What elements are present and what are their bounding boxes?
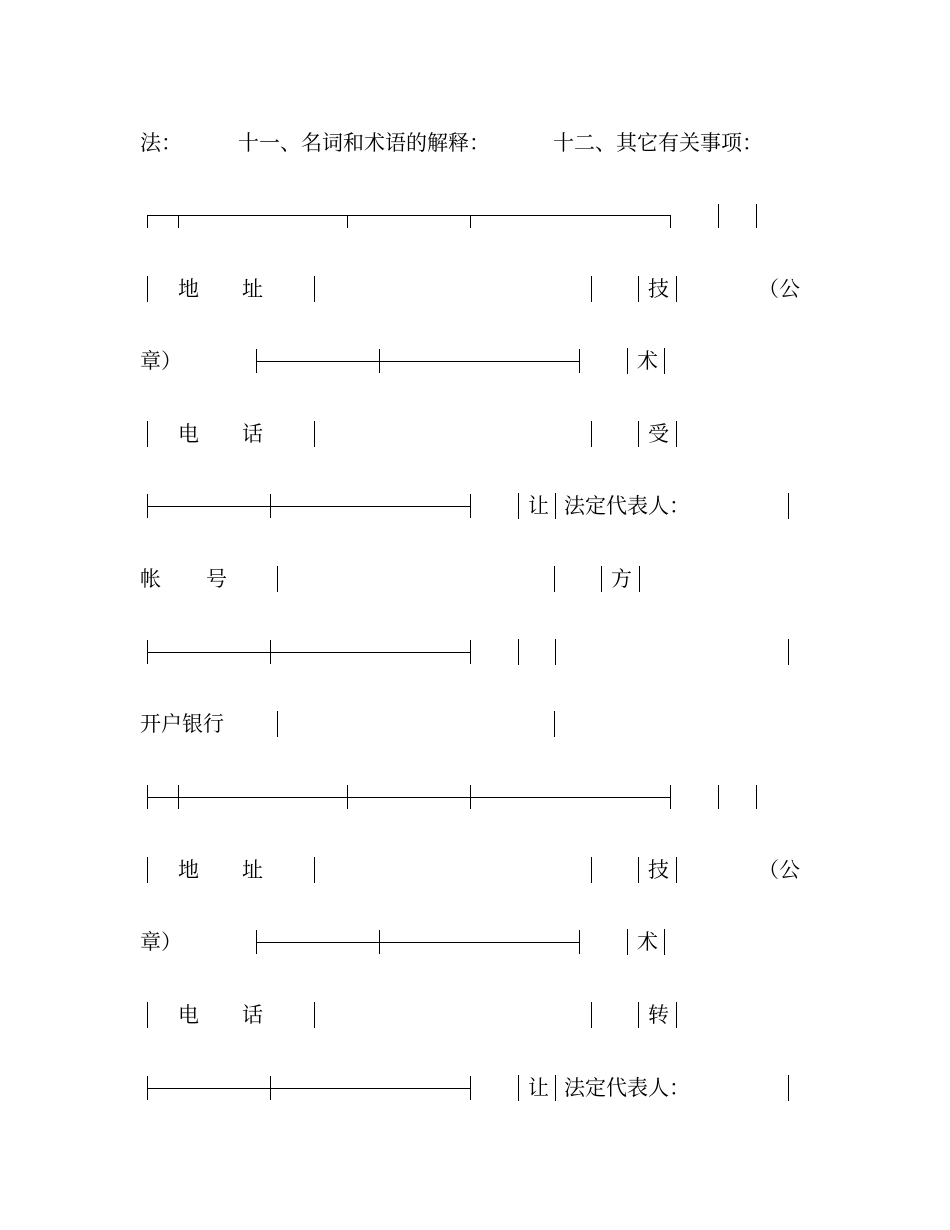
side-label-char: 受 [648,422,669,446]
table-tick [178,785,179,809]
table-tick [670,785,671,809]
side-label-char: 技 [648,277,669,301]
side-label-char: 术 [637,930,658,954]
table-border [277,566,278,592]
table-border [638,276,639,302]
side-label-char: 技 [648,858,669,882]
table-tick [270,1076,271,1100]
table-border [788,1075,789,1101]
table-border [601,566,602,592]
seal-note: 章） [140,349,182,373]
table-border [555,1075,556,1101]
table-border [676,276,677,302]
table-border [147,421,148,447]
table-tick [347,785,348,809]
table-tick [256,930,257,954]
phone-label-char: 话 [242,1003,263,1027]
legal-representative-label: 法定代表人： [564,494,690,518]
table-border [788,493,789,519]
table-border [555,493,556,519]
side-label-char: 让 [528,1076,549,1100]
table-tick [379,349,380,373]
table-row-line [147,1088,471,1089]
table-border [591,276,592,302]
address-label-char: 址 [242,858,263,882]
table-border [676,857,677,883]
table-row-line [256,942,580,943]
clause-12-title: 十二、其它有关事项： [553,131,763,155]
table-border [554,711,555,737]
table-tick [470,215,471,228]
table-tick [470,1076,471,1100]
table-border [554,566,555,592]
table-border [664,348,665,374]
phone-label-char: 电 [178,422,199,446]
address-label-char: 地 [178,277,199,301]
side-label-char: 术 [637,349,658,373]
table-tick [270,640,271,664]
table-border [627,348,628,374]
table-row-line [256,361,580,362]
legal-representative-label: 法定代表人： [564,1076,690,1100]
table-border [314,1002,315,1028]
table-border [518,1075,519,1101]
table-border [591,421,592,447]
table-border [518,493,519,519]
table-border [147,857,148,883]
table-border [591,1002,592,1028]
table-border [718,204,719,228]
seal-note: （公 [758,277,800,301]
table-tick [147,215,148,228]
table-border [314,276,315,302]
side-label-char: 转 [648,1003,669,1027]
table-border [147,276,148,302]
address-label-char: 址 [242,277,263,301]
table-border [664,929,665,955]
bank-label: 开户银行 [140,712,224,736]
table-border [756,204,757,228]
table-border [314,421,315,447]
table-tick [470,785,471,809]
clause-fa-label: 法： [140,131,182,155]
address-label-char: 地 [178,858,199,882]
phone-label-char: 电 [178,1003,199,1027]
table-tick [147,494,148,518]
table-border [756,785,757,809]
side-label-char: 让 [528,494,549,518]
clause-11-title: 十一、名词和术语的解释： [238,131,490,155]
table-border [638,857,639,883]
table-border [676,1002,677,1028]
seal-note: （公 [758,858,800,882]
account-label-char: 帐 [140,567,161,591]
phone-label-char: 话 [242,422,263,446]
table-row-line [147,506,471,507]
table-border [277,711,278,737]
table-tick [579,930,580,954]
table-tick [178,215,179,228]
table-border [638,1002,639,1028]
table-border-top [147,215,671,216]
table-border [314,857,315,883]
table-row-line [147,652,471,653]
table-border [555,639,556,665]
table-tick [470,494,471,518]
table-tick [147,785,148,809]
table-tick [379,930,380,954]
table-border [638,421,639,447]
table-border [591,857,592,883]
table-border [518,639,519,665]
table-tick [470,640,471,664]
table-tick [579,349,580,373]
table-border [147,1002,148,1028]
account-label-char: 号 [206,567,227,591]
table-tick [347,215,348,228]
table-tick [270,494,271,518]
table-tick [147,1076,148,1100]
side-label-char: 方 [611,567,632,591]
seal-note: 章） [140,930,182,954]
table-tick [147,640,148,664]
table-tick [256,349,257,373]
table-tick [670,215,671,228]
table-border [676,421,677,447]
table-border [627,929,628,955]
table-row-line [147,797,671,798]
table-border [788,639,789,665]
table-border [718,785,719,809]
table-border [639,566,640,592]
